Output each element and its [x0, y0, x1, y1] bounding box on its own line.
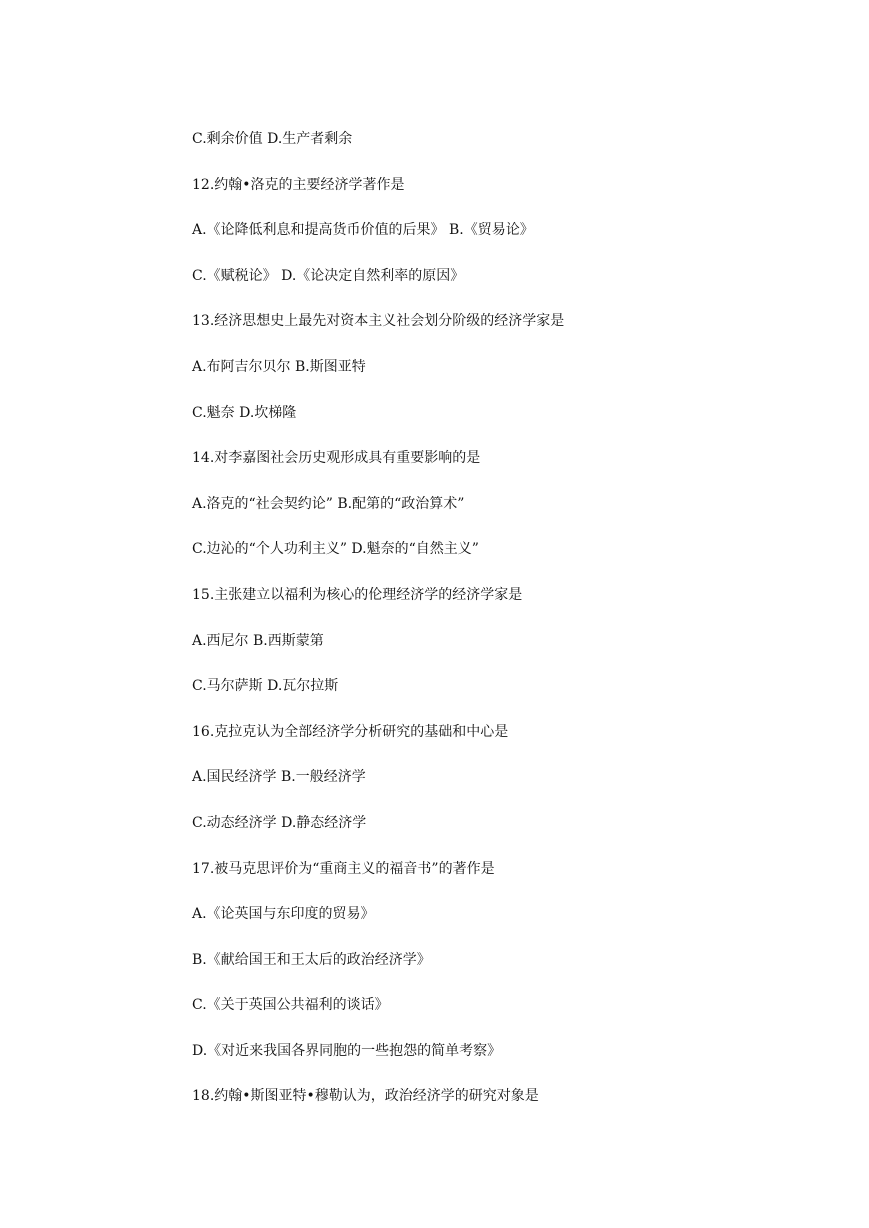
- option-line-12-cd: C.《赋税论》 D.《论决定自然利率的原因》: [192, 267, 465, 284]
- option-line-16-cd: C.动态经济学 D.静态经济学: [192, 814, 367, 831]
- question-16: 16.克拉克认为全部经济学分析研究的基础和中心是: [192, 723, 509, 740]
- option-line-11-cd: C.剩余价值 D.生产者剩余: [192, 131, 353, 147]
- option-line-13-cd: C.魁奈 D.坎梯隆: [192, 404, 297, 421]
- option-line-16-ab: A.国民经济学 B.一般经济学: [192, 769, 366, 786]
- option-line-15-ab: A.西尼尔 B.西斯蒙第: [192, 632, 324, 649]
- question-15: 15.主张建立以福利为核心的伦理经济学的经济学家是: [192, 586, 523, 603]
- question-13: 13.经济思想史上最先对资本主义社会划分阶级的经济学家是: [192, 313, 565, 330]
- option-line-14-ab: A.洛克的“社会契约论” B.配第的“政治算术”: [192, 495, 465, 512]
- question-12: 12.约翰•洛克的主要经济学著作是: [192, 176, 405, 193]
- option-line-15-cd: C.马尔萨斯 D.瓦尔拉斯: [192, 678, 339, 695]
- question-17: 17.被马克思评价为“重商主义的福音书”的著作是: [192, 860, 495, 877]
- option-17-c: C.《关于英国公共福利的谈话》: [192, 997, 389, 1014]
- question-14: 14.对李嘉图社会历史观形成具有重要影响的是: [192, 450, 481, 467]
- option-17-a: A.《论英国与东印度的贸易》: [192, 906, 375, 923]
- option-17-d: D.《对近来我国各界同胞的一些抱怨的简单考察》: [192, 1042, 502, 1059]
- exam-questions: [192, 128, 832, 1131]
- question-18: 18.约翰•斯图亚特•穆勒认为，政治经济学的研究对象是: [192, 1088, 539, 1105]
- option-17-b: B.《献给国王和王太后的政治经济学》: [192, 951, 431, 968]
- option-line-14-cd: C.边沁的“个人功利主义” D.魁奈的“自然主义”: [192, 541, 479, 558]
- option-line-13-ab: A.布阿吉尔贝尔 B.斯图亚特: [192, 358, 366, 375]
- option-line-12-ab: A.《论降低利息和提高货币价值的后果》 B.《贸易论》: [192, 222, 534, 239]
